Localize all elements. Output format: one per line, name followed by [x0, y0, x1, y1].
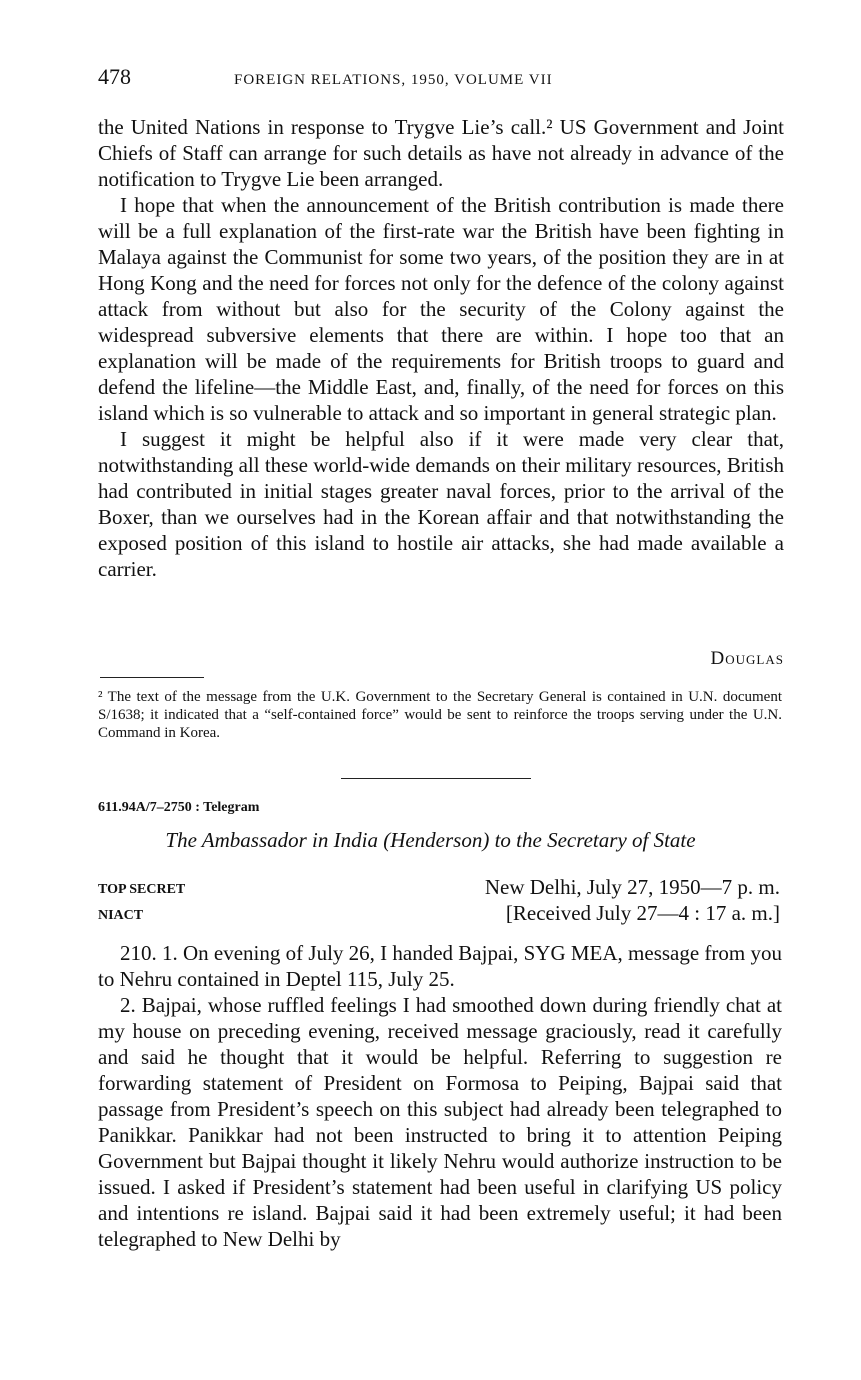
footnote-divider — [100, 677, 204, 678]
first-document-body — [98, 114, 784, 582]
second-document-body — [98, 940, 782, 1252]
document-title: The Ambassador in India (Henderson) to the Secretary of State — [165, 828, 696, 852]
classification-top-secret: TOP SECRET — [98, 882, 186, 897]
running-header — [98, 64, 788, 94]
paragraph: the United Nations in response to Trygve Lie’s call.² US Government and Joint Chiefs of Staff can arrange for such details as have not already in advance of the notification to Trygve Lie been arranged. — [98, 115, 784, 191]
received-line: [Received July 27—4 : 17 a. m.] — [505, 901, 780, 925]
running-title: FOREIGN RELATIONS, 1950, VOLUME VII — [234, 72, 553, 88]
paragraph: 2. Bajpai, whose ruffled feelings I had smoothed down during friendly chat at my house on preceding evening, received message graciously, read it carefully and said he thought that it would be helpful. Referring to suggestion re forwarding statement of President on Formosa to Peiping, Bajpai said that passage from President’s speech on this subject had already been telegraphed to Panikkar. Panikkar had not been instructed to bring it to attention Peiping Government but Bajpai thought it likely Nehru would authorize instruction to be issued. I asked if President’s statement had been useful in clarifying US policy and intentions re island. Bajpai said it had been extremely useful; it had been telegraphed to New Delhi by — [98, 993, 782, 1251]
paragraph: I hope that when the announcement of the British contribution is made there will be a full explanation of the first-rate war the British have been fighting in Malaya against the Communist for some two years, of the position they are in at Hong Kong and the need for forces not only for the defence of the colony against attack from without but also for the security of the Colony against the widespread subversive elements that there are within. I hope too that an explanation will be made of the requirements for British troops to guard and defend the lifeline—the Middle East, and, finally, of the need for forces on this island which is so vulnerable to attack and so important in general strategic plan. — [98, 193, 784, 425]
file-reference: 611.94A/7–2750 : Telegram — [98, 800, 260, 815]
paragraph: 210. 1. On evening of July 26, I handed Bajpai, SYG MEA, message from you to Nehru contained in Deptel 115, July 25. — [98, 941, 782, 991]
paragraph: I suggest it might be helpful also if it were made very clear that, notwithstanding all these world-wide demands on their military resources, British had contributed in initial stages greater naval forces, prior to the arrival of the Boxer, than we ourselves had in the Korean affair and that notwithstanding the exposed position of this island to hostile air attacks, she had made available a carrier. — [98, 427, 784, 581]
dateline: New Delhi, July 27, 1950—7 p. m. — [484, 875, 780, 899]
section-divider — [341, 778, 531, 779]
footnote: ² The text of the message from the U.K. Government to the Secretary General is contained in U.N. document S/1638; it indicated that a “self-contained force” would be sent to reinforce the troops serving under the U.N. Command in Korea. — [98, 689, 782, 741]
page-number: 478 — [98, 64, 131, 89]
classification-niact: NIACT — [98, 908, 144, 923]
signature: Douglas — [710, 648, 784, 669]
